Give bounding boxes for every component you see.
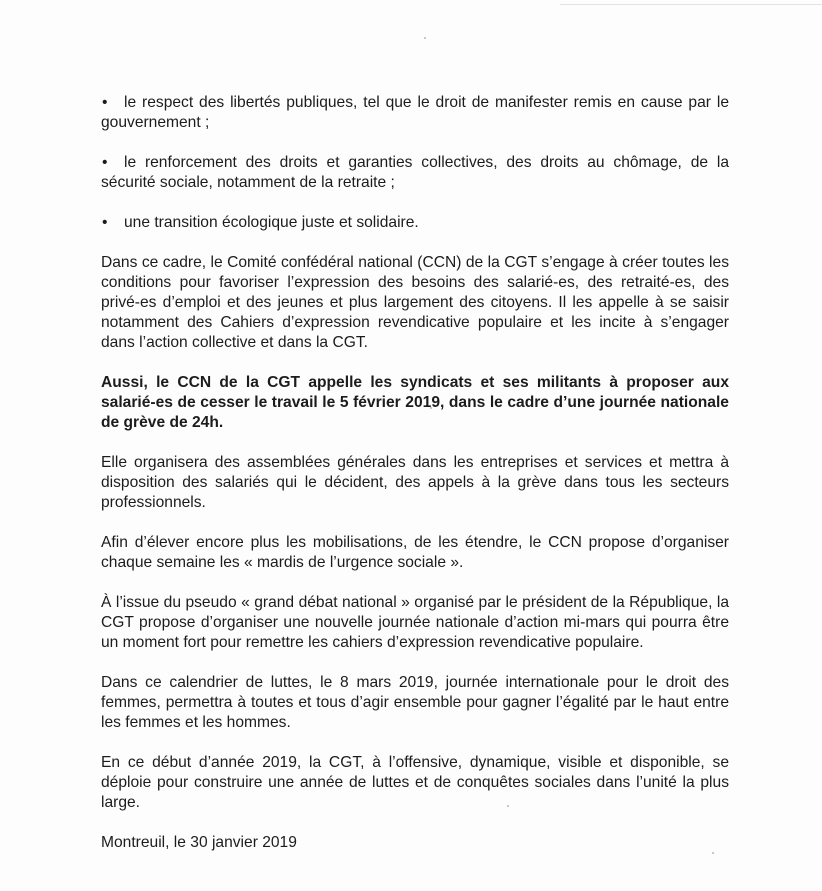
paragraph-ccn-commitment: Dans ce cadre, le Comité confédéral national (CCN) de la CGT s’engage à créer toutes les conditions pour favoriser l’expression des besoins des salarié-es, des retraité-es, des privé-es d’emploi et des jeunes et plus largement des citoyens. Il les appelle à se saisir notamment des Cahiers d’expression revendicative populaire et les incite à s’engager dans l’action collective et dans la CGT. — [101, 254, 729, 351]
bullet-item — [101, 93, 729, 133]
bullet-text: le respect des libertés publiques, tel que le droit de manifester remis en cause par le gouvernement ; — [101, 94, 729, 131]
paragraph-year-of-struggles: En ce début d’année 2019, la CGT, à l’offensive, dynamique, visible et disponible, se déploie pour construire une année de luttes et de conquêtes sociales dans l’unité la plus large. — [101, 754, 729, 811]
bullet-item — [101, 213, 729, 233]
bullet-item — [101, 153, 729, 193]
bullet-text: le renforcement des droits et garanties collectives, des droits au chômage, de la sécurité sociale, notamment de la retraite ; — [101, 154, 729, 191]
paragraph-strike-call: Aussi, le CCN de la CGT appelle les syndicats et ses militants à proposer aux salarié-es de cesser le travail le 5 février 2019, dans le cadre d’une journée nationale de grève de 24h. — [101, 374, 729, 431]
place-and-date-signature: Montreuil, le 30 janvier 2019 — [101, 834, 297, 851]
bullet-marker: • — [102, 94, 108, 111]
bullet-marker: • — [102, 214, 108, 231]
paragraph-social-tuesdays: Afin d’élever encore plus les mobilisations, de les étendre, le CCN propose d’organiser chaque semaine les « mardis de l’urgence sociale ». — [101, 534, 729, 571]
scan-speck — [424, 37, 426, 39]
scan-artifact-line — [560, 4, 822, 5]
paragraph-general-assemblies: Elle organisera des assemblées générales dans les entreprises et services et mettra à disposition des salariés qui le décident, des appels à la grève dans tous les secteurs professionnels. — [101, 454, 729, 511]
document-body — [101, 93, 729, 853]
paragraph-mid-march-action: À l’issue du pseudo « grand débat national » organisé par le président de la République, la CGT propose d’organiser une nouvelle journée nationale d’action mi-mars qui pourra être un moment fort pour remettre les cahiers d’expression revendicative populaire. — [101, 594, 729, 651]
bullet-marker: • — [102, 154, 108, 171]
paragraph-march-8: Dans ce calendrier de luttes, le 8 mars 2019, journée internationale pour le droit des femmes, permettra à toutes et tous d’agir ensemble pour gagner l’égalité par le haut entre les femmes et les hommes. — [101, 674, 729, 731]
bullet-text: une transition écologique juste et solidaire. — [124, 214, 419, 231]
